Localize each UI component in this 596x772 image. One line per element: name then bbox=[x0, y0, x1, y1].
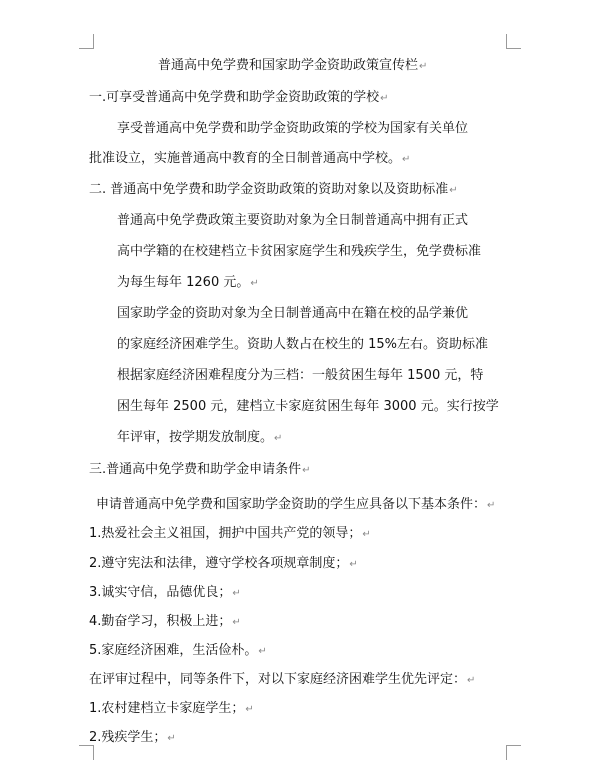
body-line: 困生每年 2500 元，建档立卡家庭贫困生每年 3000 元。实行按学 bbox=[117, 399, 499, 414]
body-line: 普通高中免学费政策主要资助对象为全日制普通高中拥有正式 bbox=[117, 213, 469, 228]
crop-mark-bottom-right bbox=[506, 745, 521, 760]
list-item: 4.勤奋学习，积极上进；↵ bbox=[89, 614, 241, 629]
body-line: 为每生每年 1260 元。↵ bbox=[117, 275, 259, 290]
body-line: 批准设立，实施普通高中教育的全日制普通高中学校。↵ bbox=[89, 151, 411, 166]
list-item: 1.热爱社会主义祖国，拥护中国共产党的领导；↵ bbox=[89, 526, 371, 541]
list-item: 1.农村建档立卡家庭学生；↵ bbox=[89, 701, 254, 716]
document-title: 普通高中免学费和国家助学金资助政策宣传栏↵ bbox=[158, 58, 428, 73]
body-line: 年评审，按学期发放制度。↵ bbox=[117, 430, 283, 445]
body-line: 的家庭经济困难学生。资助人数占在校生的 15%左右。资助标准 bbox=[117, 337, 489, 352]
body-line: 申请普通高中免学费和国家助学金资助的学生应具备以下基本条件：↵ bbox=[96, 497, 496, 512]
body-line: 根据家庭经济困难程度分为三档：一般贫困生每年 1500 元，特 bbox=[117, 368, 484, 383]
body-line: 享受普通高中免学费和助学金资助政策的学校为国家有关单位 bbox=[117, 121, 469, 136]
list-item: 5.家庭经济困难，生活俭朴。↵ bbox=[89, 643, 267, 658]
crop-mark-top-right bbox=[506, 34, 521, 49]
heading-3: 三.普通高中免学费和助学金申请条件↵ bbox=[89, 462, 311, 477]
body-line: 高中学籍的在校建档立卡贫困家庭学生和残疾学生，免学费标准 bbox=[117, 244, 482, 259]
body-line: 国家助学金的资助对象为全日制普通高中在籍在校的品学兼优 bbox=[117, 306, 469, 321]
crop-mark-top-left bbox=[79, 34, 94, 49]
list-item: 3.诚实守信，品德优良；↵ bbox=[89, 585, 241, 600]
list-item: 2.遵守宪法和法律，遵守学校各项规章制度；↵ bbox=[89, 556, 358, 571]
list-item: 2.残疾学生；↵ bbox=[89, 730, 176, 745]
heading-1: 一.可享受普通高中免学费和助学金资助政策的学校↵ bbox=[89, 90, 389, 105]
body-line: 在评审过程中，同等条件下，对以下家庭经济困难学生优先评定：↵ bbox=[89, 672, 476, 687]
heading-2: 二. 普通高中免学费和助学金资助政策的资助对象以及资助标准↵ bbox=[89, 182, 458, 197]
